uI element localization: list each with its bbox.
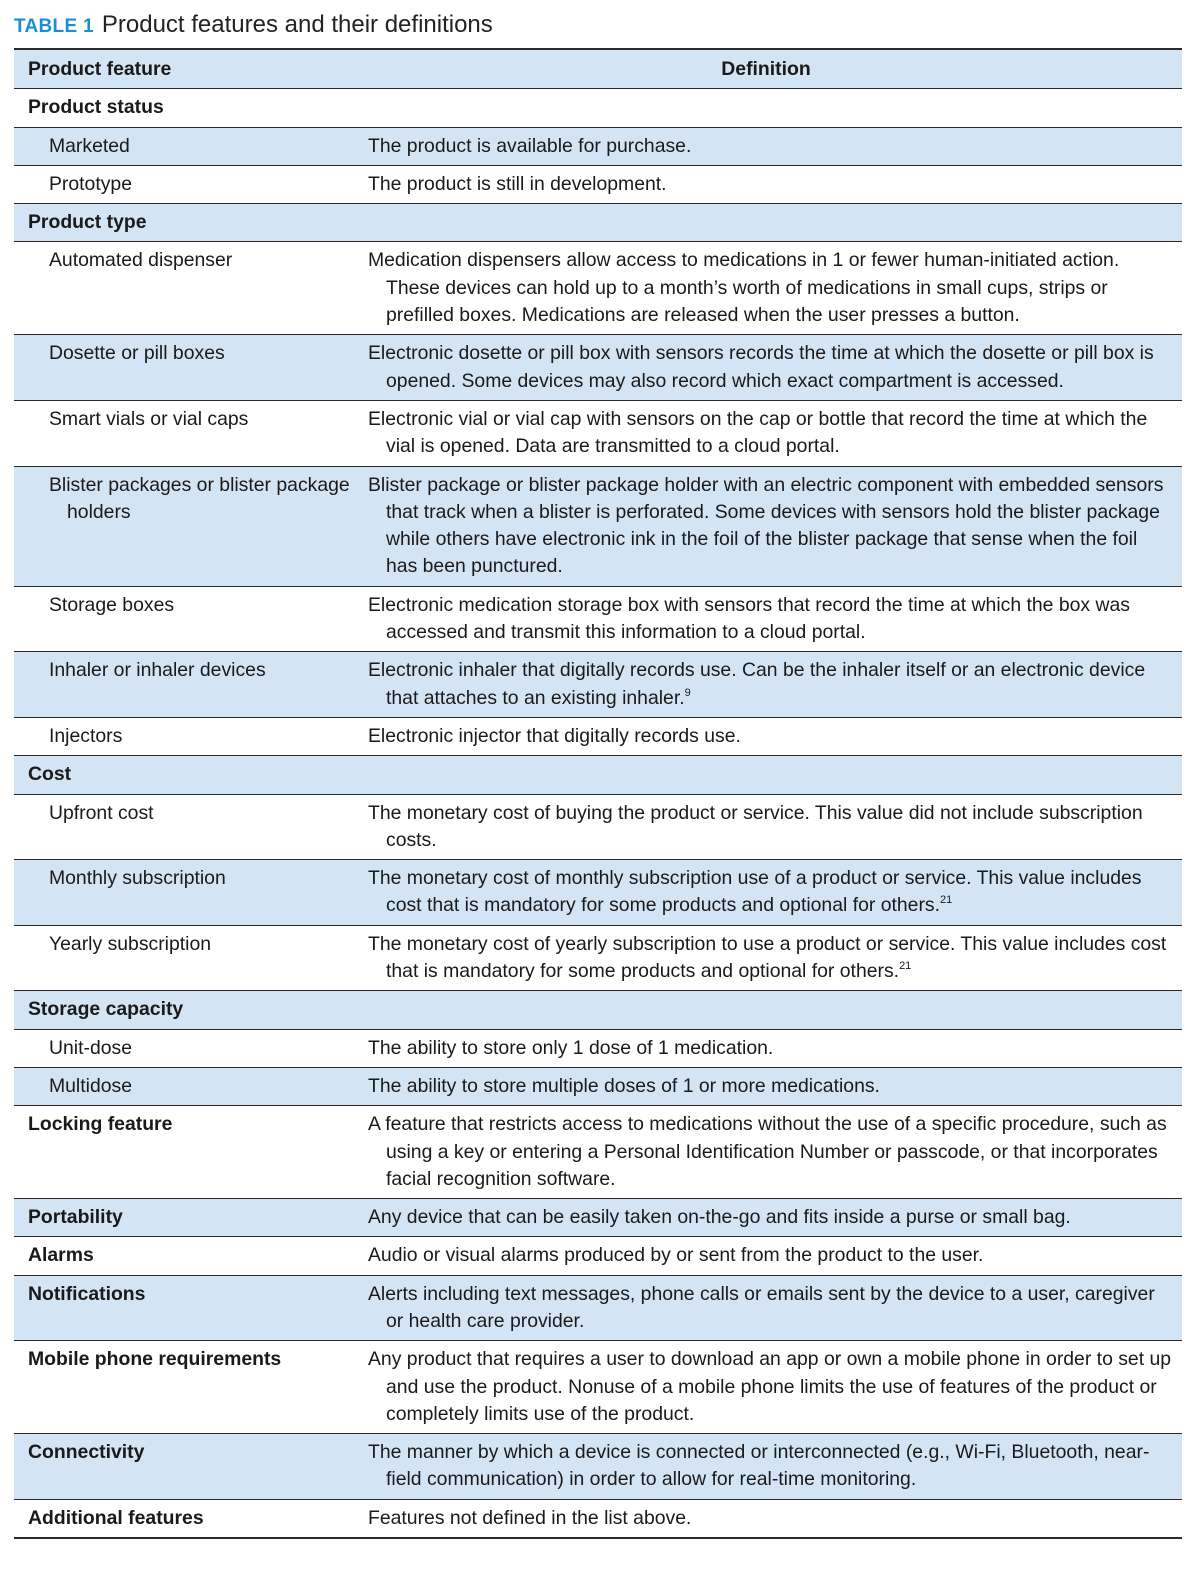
feature-definition [350,1029,1182,1067]
features-table [14,48,1182,1539]
feature-name [14,335,350,401]
feature-text: Prototype [49,172,132,195]
table-row [14,335,1182,401]
definition-text: A feature that restricts access to medications without the use of a specific procedure, such as using a key or entering a Personal Identification Number or passcode, or that incorporates facial recognition software. [368,1113,1167,1190]
table-label: TABLE 1 [14,16,94,37]
feature-definition [350,89,1182,127]
table-row [14,466,1182,586]
feature-name [14,586,350,652]
feature-definition [350,1067,1182,1105]
definition-text: The product is still in development. [368,172,667,195]
table-title: Product features and their definitions [101,11,493,38]
definition-text: Any device that can be easily taken on-the-go and fits inside a purse or small bag. [368,1206,1071,1229]
table-row [14,1029,1182,1067]
table-row [14,1067,1182,1105]
definition-text: Features not defined in the list above. [368,1506,692,1529]
section-heading [14,204,350,242]
feature-text: Dosette or pill boxes [49,342,225,365]
feature-text: Product type [28,211,147,234]
feature-name [14,1029,350,1067]
feature-definition [350,165,1182,203]
feature-definition [350,586,1182,652]
feature-text: Marketed [49,134,130,157]
reference-superscript: 9 [684,686,691,699]
feature-definition [350,1199,1182,1237]
feature-text: Injectors [49,724,123,747]
definition-text: Electronic medication storage box with sensors that record the time at which the box was accessed and transmit this information to a cloud portal. [368,593,1130,644]
table-section-row [14,89,1182,127]
feature-name [14,925,350,991]
feature-definition [350,925,1182,991]
definition-text: Electronic inhaler that digitally records use. Can be the inhaler itself or an electronic device that attaches to an existing inhaler. [368,659,1146,709]
feature-definition [350,756,1182,794]
definition-text: Blister package or blister package holder with an electric component with embedded sensors that track when a blister is perforated. Some devices with sensors hold the blister package while others have electronic ink in the foil of the blister package that sense when the foil has been punctured. [368,473,1164,578]
section-heading [14,1199,350,1237]
section-heading [14,991,350,1029]
feature-definition [350,242,1182,335]
table-body [14,89,1182,1538]
feature-text: Storage boxes [49,593,175,616]
section-heading [14,89,350,127]
definition-text: The monetary cost of buying the product or service. This value did not include subscription costs. [368,801,1143,851]
section-heading [14,1341,350,1434]
feature-text: Alarms [28,1244,94,1267]
table-row [14,242,1182,335]
table-row [14,165,1182,203]
feature-name [14,794,350,860]
feature-definition [350,466,1182,586]
definition-text: The product is available for purchase. [368,134,692,157]
feature-definition [350,1434,1182,1500]
feature-name [14,127,350,165]
feature-definition [350,717,1182,755]
table-row [14,860,1182,926]
feature-definition [350,204,1182,242]
table-header-row [14,49,1182,89]
feature-definition [350,1341,1182,1434]
table-section-row [14,1237,1182,1275]
feature-text: Mobile phone requirements [28,1348,282,1371]
feature-name [14,717,350,755]
feature-definition [350,335,1182,401]
feature-text: Automated dispenser [49,249,233,272]
definition-text: The ability to store multiple doses of 1 or more medications. [368,1074,880,1097]
feature-name [14,242,350,335]
feature-definition [350,400,1182,466]
feature-definition [350,1106,1182,1199]
feature-name [14,466,350,586]
column-header-definition: Definition [721,58,811,80]
reference-superscript: 21 [940,894,953,907]
table-section-row [14,1199,1182,1237]
feature-definition [350,1499,1182,1538]
table-row [14,652,1182,718]
feature-text: Multidose [49,1074,132,1097]
feature-definition [350,1275,1182,1341]
table-row [14,717,1182,755]
definition-text: The ability to store only 1 dose of 1 medication. [368,1036,774,1059]
definition-text: The manner by which a device is connected or interconnected (e.g., Wi-Fi, Bluetooth, near-field communication) in order to allow for real-time monitoring. [368,1441,1150,1491]
table-section-row [14,1499,1182,1538]
definition-text: Medication dispensers allow access to medications in 1 or fewer human-initiated action. These devices can hold up to a month’s worth of medications in small cups, strips or prefilled boxes. Medications are released when the user presses a button. [368,249,1120,327]
feature-text: Locking feature [28,1113,173,1136]
definition-text: The monetary cost of yearly subscription to use a product or service. This value includes cost that is mandatory for some products and optional for others. [368,932,1167,983]
definition-text: Electronic injector that digitally records use. [368,724,741,747]
feature-definition [350,1237,1182,1275]
section-heading [14,1434,350,1500]
section-heading [14,1275,350,1341]
feature-name [14,860,350,926]
feature-name [14,652,350,718]
section-heading [14,1499,350,1538]
table-section-row [14,991,1182,1029]
definition-text: Audio or visual alarms produced by or sent from the product to the user. [368,1244,984,1267]
definition-text: The monetary cost of monthly subscription use of a product or service. This value includes cost that is mandatory for some products and optional for others. [368,867,1142,917]
feature-definition [350,991,1182,1029]
table-section-row [14,1434,1182,1500]
section-heading [14,756,350,794]
definition-text: Any product that requires a user to download an app or own a mobile phone in order to set up and use the product. Nonuse of a mobile phone limits the use of features of the product or completely limits use of the product. [368,1348,1172,1425]
feature-text: Notifications [28,1282,146,1305]
feature-text: Portability [28,1206,123,1229]
feature-text: Product status [28,96,164,119]
table-row [14,127,1182,165]
feature-text: Inhaler or inhaler devices [49,659,266,682]
section-heading [14,1106,350,1199]
column-header-feature: Product feature [28,58,172,80]
table-section-row [14,756,1182,794]
feature-text: Unit-dose [49,1036,132,1059]
definition-text: Electronic vial or vial cap with sensors on the cap or bottle that record the time at which the vial is opened. Data are transmitted to a cloud portal. [368,407,1148,458]
feature-text: Upfront cost [49,801,154,824]
definition-text: Electronic dosette or pill box with sensors records the time at which the dosette or pill box is opened. Some devices may also record which exact compartment is accessed. [368,342,1154,392]
table-caption [14,8,493,44]
feature-text: Connectivity [28,1441,145,1464]
table-row [14,400,1182,466]
feature-definition [350,127,1182,165]
feature-text: Yearly subscription [49,932,212,955]
feature-definition [350,794,1182,860]
feature-name [14,1067,350,1105]
table-section-row [14,1275,1182,1341]
feature-text: Blister packages or blister package holders [49,473,350,523]
reference-superscript: 21 [899,960,912,973]
table-row [14,586,1182,652]
feature-text: Monthly subscription [49,867,226,890]
feature-definition [350,652,1182,718]
table-row [14,794,1182,860]
definition-text: Alerts including text messages, phone calls or emails sent by the device to a user, caregiver or health care provider. [368,1282,1155,1332]
table-section-row [14,204,1182,242]
feature-definition [350,860,1182,926]
feature-text: Storage capacity [28,998,184,1021]
table-section-row [14,1341,1182,1434]
feature-text: Additional features [28,1506,204,1529]
table-section-row [14,1106,1182,1199]
table-row [14,925,1182,991]
feature-name [14,165,350,203]
feature-text: Smart vials or vial caps [49,407,249,430]
feature-name [14,400,350,466]
feature-text: Cost [28,763,72,786]
section-heading [14,1237,350,1275]
